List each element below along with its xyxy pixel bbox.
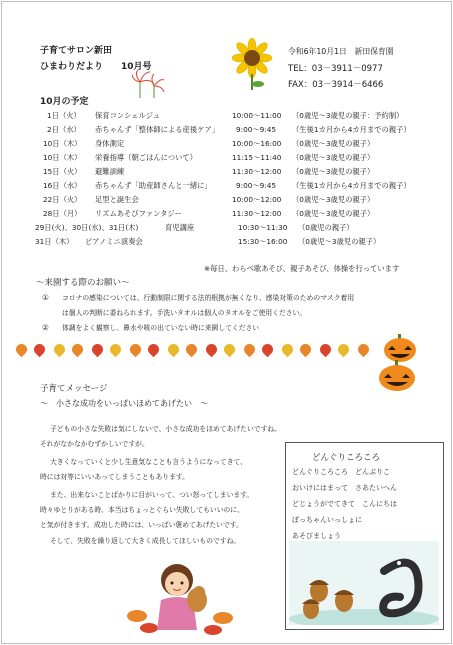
schedule-event: 育児講座	[165, 223, 195, 232]
schedule-time: 10:00～16:00	[232, 139, 282, 148]
schedule-time: 11:30～12:00	[232, 167, 282, 176]
ginkgo-leaf-icon	[222, 342, 238, 358]
schedule-list	[2, 109, 451, 259]
maple-leaf-icon	[128, 342, 144, 358]
schedule-event: リズムあそびファンタジー	[95, 209, 182, 218]
ginkgo-leaf-icon	[108, 342, 124, 358]
schedule-event: 避難訓練	[95, 167, 125, 176]
issue-date: 令和6年10月1日 新田保育園	[288, 47, 394, 56]
maple-leaf-icon	[146, 342, 162, 358]
maple-leaf-icon	[260, 342, 276, 358]
schedule-event: 身体測定	[95, 139, 125, 148]
schedule-event: 赤ちゃんず「助産師さんと一緒に」	[95, 181, 212, 190]
maple-leaf-icon	[90, 342, 106, 358]
visit-item-number: ②	[42, 323, 49, 332]
message-line: と気が付きます。成功した時には、いっぱい褒めてあげたいです。	[40, 521, 243, 529]
schedule-event: 栄養指導（朝ごはんについて）	[95, 153, 198, 162]
spider-lily-icon	[132, 68, 166, 98]
schedule-target: （生後1カ月から4カ月までの親子）	[292, 125, 411, 134]
maple-leaf-icon	[184, 342, 200, 358]
schedule-time: 10:30～11:30	[238, 223, 288, 232]
ginkgo-leaf-icon	[52, 342, 68, 358]
maple-leaf-icon	[14, 342, 30, 358]
schedule-target: （0歳児～3歳児の親子）	[292, 195, 375, 204]
song-title: どんぐりころころ	[312, 453, 381, 463]
ginkgo-leaf-icon	[336, 342, 352, 358]
message-subtitle: ～ 小さな成功をいっぱいほめてあげたい ～	[40, 399, 208, 408]
maple-leaf-icon	[318, 342, 334, 358]
tel-number: TEL：03－3911－0977	[288, 64, 383, 74]
fax-number: FAX：03－3914－6466	[288, 80, 384, 90]
message-line: そして、失敗を繰り返して大きく成長してほしいものですね。	[50, 537, 241, 545]
schedule-target: （0歳児～3歳児の親子）	[292, 167, 375, 176]
schedule-event: 足型と誕生会	[95, 195, 139, 204]
schedule-day: 2日（水）	[47, 125, 81, 134]
schedule-time: 9:00～9:45	[236, 181, 277, 190]
schedule-time: 11:30～12:00	[232, 209, 282, 218]
child-with-squirrel-illustration	[127, 558, 237, 638]
schedule-day: 15日（火）	[43, 167, 82, 176]
newsletter-page	[1, 1, 452, 644]
schedule-day: 22日（火）	[43, 195, 82, 204]
message-line: 時々ゆとりがある時、本当はちょっとぐらい失敗してもいいのに、	[40, 506, 244, 514]
schedule-target: （0歳児～3歳児の親子）	[298, 237, 381, 246]
schedule-target: （0歳児～3歳児の親子）	[292, 209, 375, 218]
message-line: また、出来ないことばかりに目がいって、つい怒ってしまいます。	[50, 491, 254, 499]
ginkgo-leaf-icon	[280, 342, 296, 358]
schedule-event: 保育コンシェルジュ	[95, 111, 161, 120]
schedule-day: 1日（火）	[47, 111, 81, 120]
maple-leaf-icon	[70, 342, 86, 358]
sunflower-icon	[230, 38, 274, 90]
schedule-time: 15:30～16:00	[238, 237, 288, 246]
song-box	[285, 442, 444, 630]
song-line: どんぐりころころ どんぶりこ	[292, 468, 390, 476]
maple-leaf-icon	[356, 342, 372, 358]
visit-item-text: 体調をよく観察し、鼻水や咳の出ていない時に来園してください	[62, 324, 260, 332]
schedule-day: 28日（月）	[43, 209, 82, 218]
maple-leaf-icon	[32, 342, 48, 358]
schedule-time: 10:00～11:00	[232, 111, 282, 120]
visit-heading: ～来園する際のお願い～	[36, 278, 130, 288]
visit-item-text: は個人の判断に委ねられます。手洗いタオルは個人のタオルをご使用ください。	[62, 309, 307, 317]
message-line: それがなかなかむずかしいですが。	[40, 440, 149, 448]
maple-leaf-icon	[204, 342, 220, 358]
ginkgo-leaf-icon	[166, 342, 182, 358]
schedule-target: （0歳児～3歳児の親子）	[292, 139, 375, 148]
message-line: 子どもの小さな失敗は気にしないで、小さな成功をほめてあげたいですね。	[50, 425, 281, 433]
schedule-target: （生後1カ月から4カ月までの親子）	[292, 181, 411, 190]
schedule-day: 10日（木）	[43, 153, 82, 162]
song-line: ぼっちゃんいっしょに	[292, 516, 362, 524]
maple-leaf-icon	[242, 342, 258, 358]
song-line: どじょうがでてきて こんにちは	[292, 500, 397, 508]
message-line: 大きくなっていくと少し生意気なことも言うようになってきて、	[50, 458, 247, 466]
schedule-time: 10:00～12:00	[232, 195, 282, 204]
newsletter-title: ひまわりだより 10月号	[40, 62, 152, 72]
song-line: おいけにはまって さあたいへん	[292, 484, 397, 492]
maple-leaf-icon	[298, 342, 314, 358]
schedule-day: 29日(火)、30日(水)、31日(木)	[35, 223, 139, 232]
visit-item-number: ①	[42, 293, 49, 302]
schedule-target: （0歳児～3歳児の親子）	[292, 153, 375, 162]
schedule-day: 16日（水）	[43, 181, 82, 190]
schedule-target: （0歳児の親子）	[298, 223, 354, 232]
schedule-event: 赤ちゃんず「整体師による産後ケア」	[95, 125, 220, 134]
message-line: 時には対等にいいあってしまうこともあります。	[40, 473, 189, 481]
visit-item-text: コロナの感染については、行動制限に関する法的根拠が無くなり、感染対策のためのマスク着用	[62, 294, 355, 302]
schedule-time: 11:15～11:40	[232, 153, 282, 162]
schedule-target: （0歳児～3歳児の親子：予約制）	[292, 111, 404, 120]
song-line: あそびましょう	[292, 532, 341, 540]
message-heading: 子育てメッセージ	[40, 384, 108, 394]
schedule-event: ピアノミニ演奏会	[85, 237, 143, 246]
schedule-day: 31日（木）	[35, 237, 74, 246]
schedule-note: ※毎日、わらべ歌あそび、親子あそび、体操を行っています	[204, 264, 400, 273]
jack-o-lantern-icon	[378, 334, 422, 396]
salon-name: 子育てサロン新田	[40, 46, 113, 56]
acorns-and-loach-illustration	[289, 541, 439, 625]
schedule-time: 9:00～9:45	[236, 125, 277, 134]
schedule-day: 10日（木）	[43, 139, 82, 148]
schedule-heading: 10月の予定	[40, 97, 89, 107]
